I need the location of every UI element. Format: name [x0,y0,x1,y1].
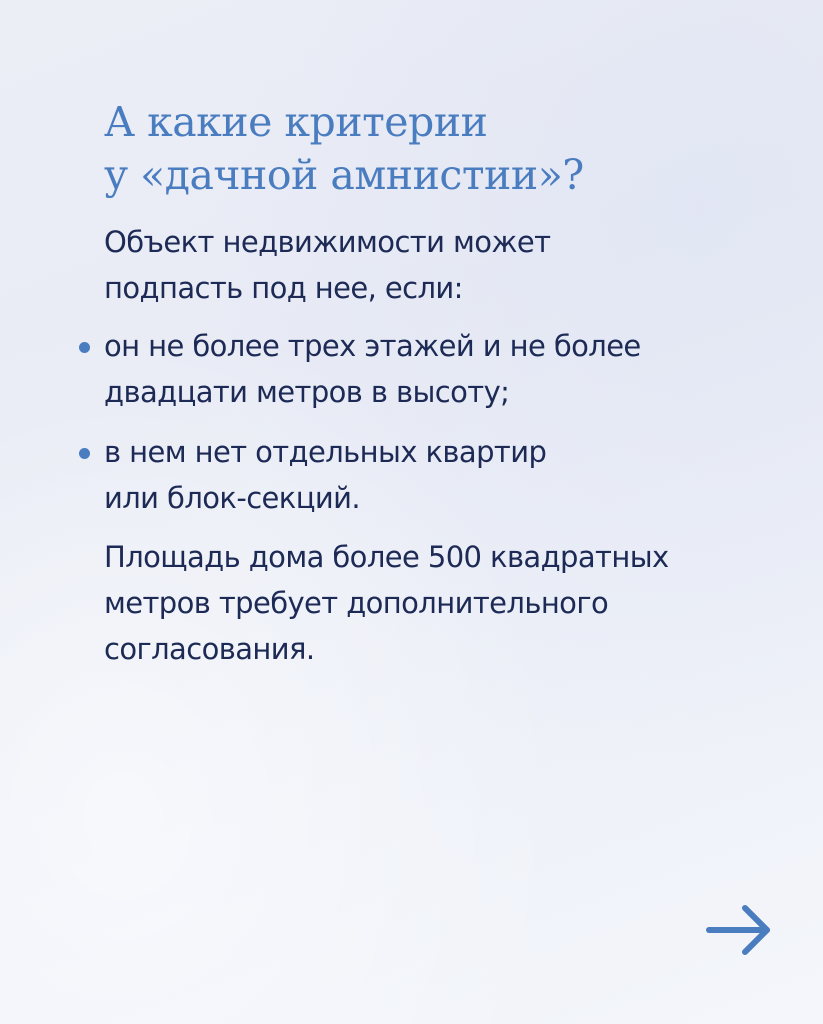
list-item-line-1: он не более трех этажей и не более [104,329,641,363]
list-item-line-2: или блок-секций. [104,481,360,515]
intro-line-1: Объект недвижимости может [104,225,551,259]
page-title [104,96,744,202]
criteria-list [0,323,823,535]
bullet-dot-icon [79,342,90,353]
intro-paragraph [104,219,764,311]
title-line-2: у «дачной амнистии»? [104,151,584,199]
title-line-1: А какие критерии [104,98,488,146]
list-item-line-2: двадцати метров в высоту; [104,375,510,409]
next-button[interactable] [703,902,775,958]
arrow-right-icon [703,902,775,958]
note-paragraph [104,534,764,672]
intro-line-2: подпасть под нее, если: [104,271,463,305]
note-line-3: согласования. [104,632,315,666]
list-item [0,323,823,415]
list-item [0,429,823,521]
list-item-line-1: в нем нет отдельных квартир [104,435,547,469]
note-line-1: Площадь дома более 500 квадратных [104,540,669,574]
note-line-2: метров требует дополнительного [104,586,609,620]
bullet-dot-icon [79,448,90,459]
